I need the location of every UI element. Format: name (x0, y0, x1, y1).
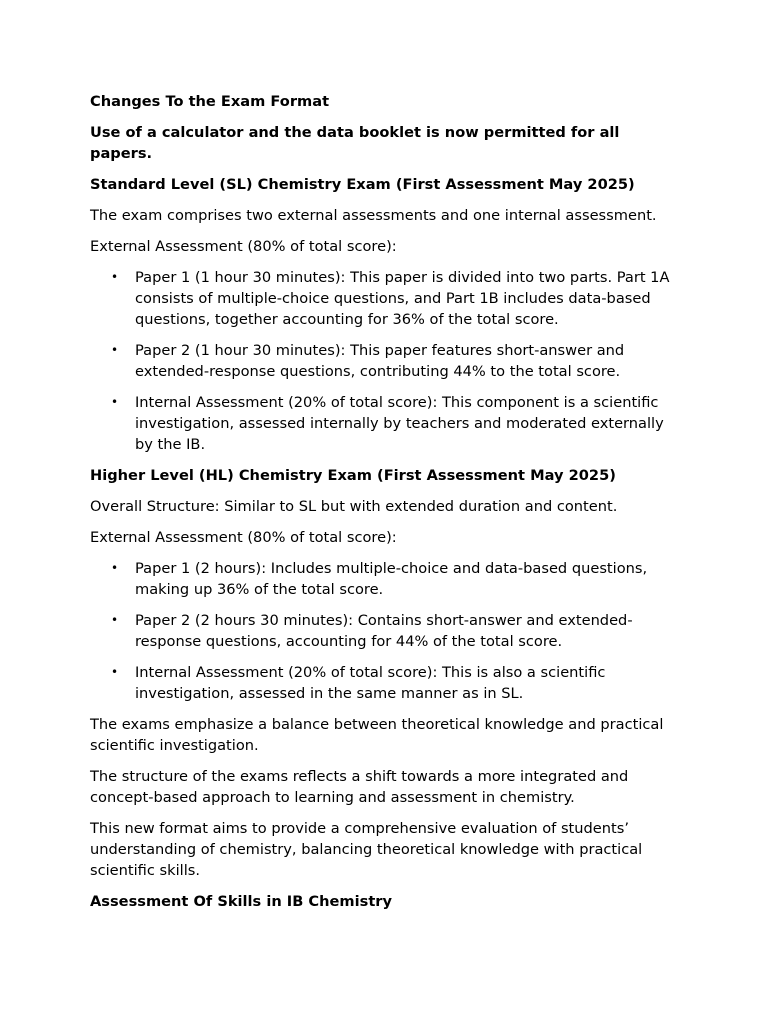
bullet-icon: • (111, 270, 119, 284)
list-item (90, 558, 682, 600)
heading-changes: Changes To the Exam Format (90, 93, 330, 110)
bullet-icon: • (111, 343, 119, 357)
hl-external-label: External Assessment (80% of total score): (90, 529, 397, 546)
sl-heading: Standard Level (SL) Chemistry Exam (First Assessment May 2025) (90, 176, 635, 193)
list-item (90, 267, 682, 330)
list-item-text: Paper 2 (1 hour 30 minutes): This paper features short-answer and extended-response questions, contributing 44% to the total score. (135, 342, 625, 380)
list-item (90, 610, 682, 652)
list-item-text: Internal Assessment (20% of total score): This component is a scientific investigation, assessed internally by teachers and moderated externally by the IB. (135, 394, 664, 453)
hl-list (90, 558, 682, 704)
list-item (90, 340, 682, 382)
paragraph-balance: The exams emphasize a balance between theoretical knowledge and practical scientific investigation. (90, 716, 664, 754)
bullet-icon: • (111, 665, 119, 679)
paragraph-format: This new format aims to provide a comprehensive evaluation of students’ understanding of chemistry, balancing theoretical knowledge with practical scientific skills. (90, 820, 643, 879)
list-item-text: Paper 1 (1 hour 30 minutes): This paper is divided into two parts. Part 1A consists of multiple-choice questions, and Part 1B includes data-based questions, together accounting for 36% of the total score. (135, 269, 670, 328)
bullet-icon: • (111, 395, 119, 409)
paragraph-structure: The structure of the exams reflects a shift towards a more integrated and concept-based approach to learning and assessment in chemistry. (90, 768, 629, 806)
bullet-icon: • (111, 613, 119, 627)
list-item (90, 392, 682, 455)
document-page (90, 91, 682, 922)
bullet-icon: • (111, 561, 119, 575)
calculator-note: Use of a calculator and the data booklet is now permitted for all papers. (90, 124, 620, 162)
list-item (90, 662, 682, 704)
sl-list (90, 267, 682, 455)
sl-external-label: External Assessment (80% of total score): (90, 238, 397, 255)
sl-intro: The exam comprises two external assessments and one internal assessment. (90, 207, 657, 224)
list-item-text: Paper 1 (2 hours): Includes multiple-choice and data-based questions, making up 36% of the total score. (135, 560, 648, 598)
list-item-text: Internal Assessment (20% of total score): This is also a scientific investigation, assessed in the same manner as in SL. (135, 664, 606, 702)
list-item-text: Paper 2 (2 hours 30 minutes): Contains short-answer and extended-response questions, accounting for 44% of the total score. (135, 612, 633, 650)
heading-skills: Assessment Of Skills in IB Chemistry (90, 893, 393, 910)
hl-heading: Higher Level (HL) Chemistry Exam (First Assessment May 2025) (90, 467, 616, 484)
hl-intro: Overall Structure: Similar to SL but with extended duration and content. (90, 498, 618, 515)
